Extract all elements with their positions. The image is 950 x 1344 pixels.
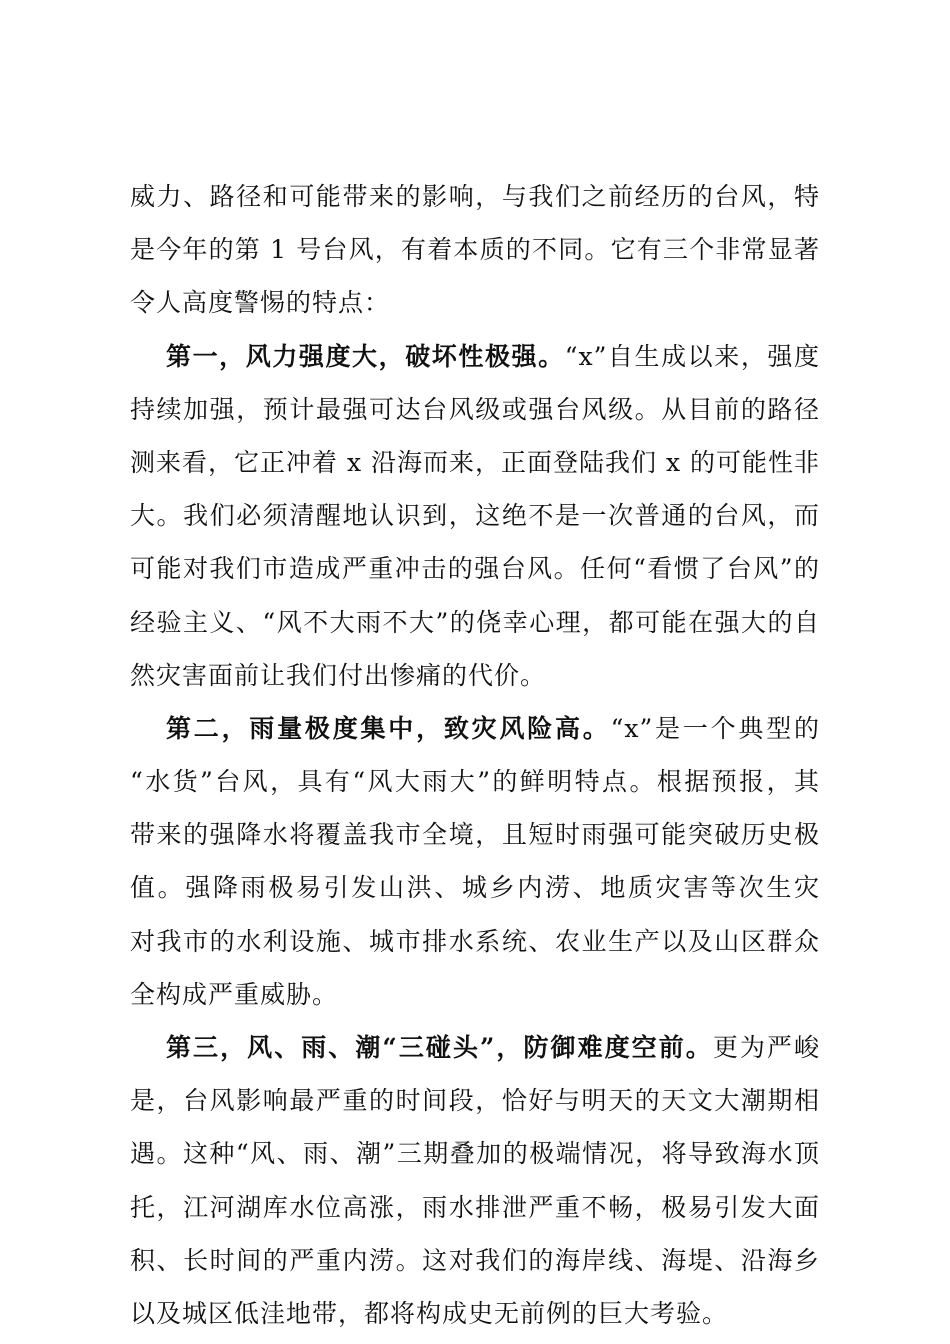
section-heading-3: 第三，风、雨、潮“三碰头”，防御难度空前。 [166,1033,713,1062]
text-line: 带来的强降水将覆盖我市全境，且短时雨强可能突破历史极 [130,820,820,850]
section-heading-1: 第一，风力强度大，破坏性极强。 [166,341,565,371]
text-line: 托，江河湖库水位高涨，雨水排泄严重不畅，极易引发大面 [130,1192,820,1222]
text-line: 可能对我们市造成严重冲击的强台风。任何“看惯了台风”的 [130,554,820,584]
text-line: 以及城区低洼地带，都将构成史无前例的巨大考验。 [130,1298,729,1328]
paragraph-first-line [130,330,820,383]
text-line: 是，台风影响最严重的时间段，恰好与明天的天文大潮期相 [130,1086,820,1116]
text-line: 全构成严重威胁。 [130,979,339,1009]
text-line: 对我市的水利设施、城市排水系统、农业生产以及山区群众 [130,926,820,956]
text-line: 测来看，它正冲着 x 沿海而来，正面登陆我们 x 的可能性非 [130,447,820,477]
text-line: 遇。这种“风、雨、潮”三期叠加的极端情况，将导致海水顶 [130,1139,820,1169]
document-body [130,170,820,1340]
section-heading-2: 第二，雨量极度集中，致灾风险高。 [166,713,611,743]
text-run: “x”自生成以来，强度 [564,341,820,371]
text-run: 更为严峻 [712,1033,820,1062]
text-line: “水货”台风，具有“风大雨大”的鲜明特点。根据预报，其 [130,767,820,797]
text-line: 威力、路径和可能带来的影响，与我们之前经历的台风，特 [130,182,820,211]
text-line: 值。强降雨极易引发山洪、城乡内涝、地质灾害等次生灾 [130,873,820,903]
text-line: 积、长时间的严重内涝。这对我们的海岸线、海堤、沿海乡 [130,1245,820,1275]
text-run: “x”是一个典型的 [610,713,820,743]
text-line: 大。我们必须清醒地认识到，这绝不是一次普通的台风，而 [130,501,820,531]
text-line: 经验主义、“风不大雨不大”的侥幸心理，都可能在强大的自 [130,607,820,637]
paragraph-first-line [130,702,820,755]
text-line: 是今年的第 1 号台风，有着本质的不同。它有三个非常显著 [130,235,820,265]
text-line: 令人高度警惕的特点： [130,288,391,318]
text-line: 持续加强，预计最强可达台风级或强台风级。从目前的路径 [130,394,820,424]
paragraph-first-line [130,1021,820,1074]
text-line: 然灾害面前让我们付出惨痛的代价。 [130,660,547,690]
